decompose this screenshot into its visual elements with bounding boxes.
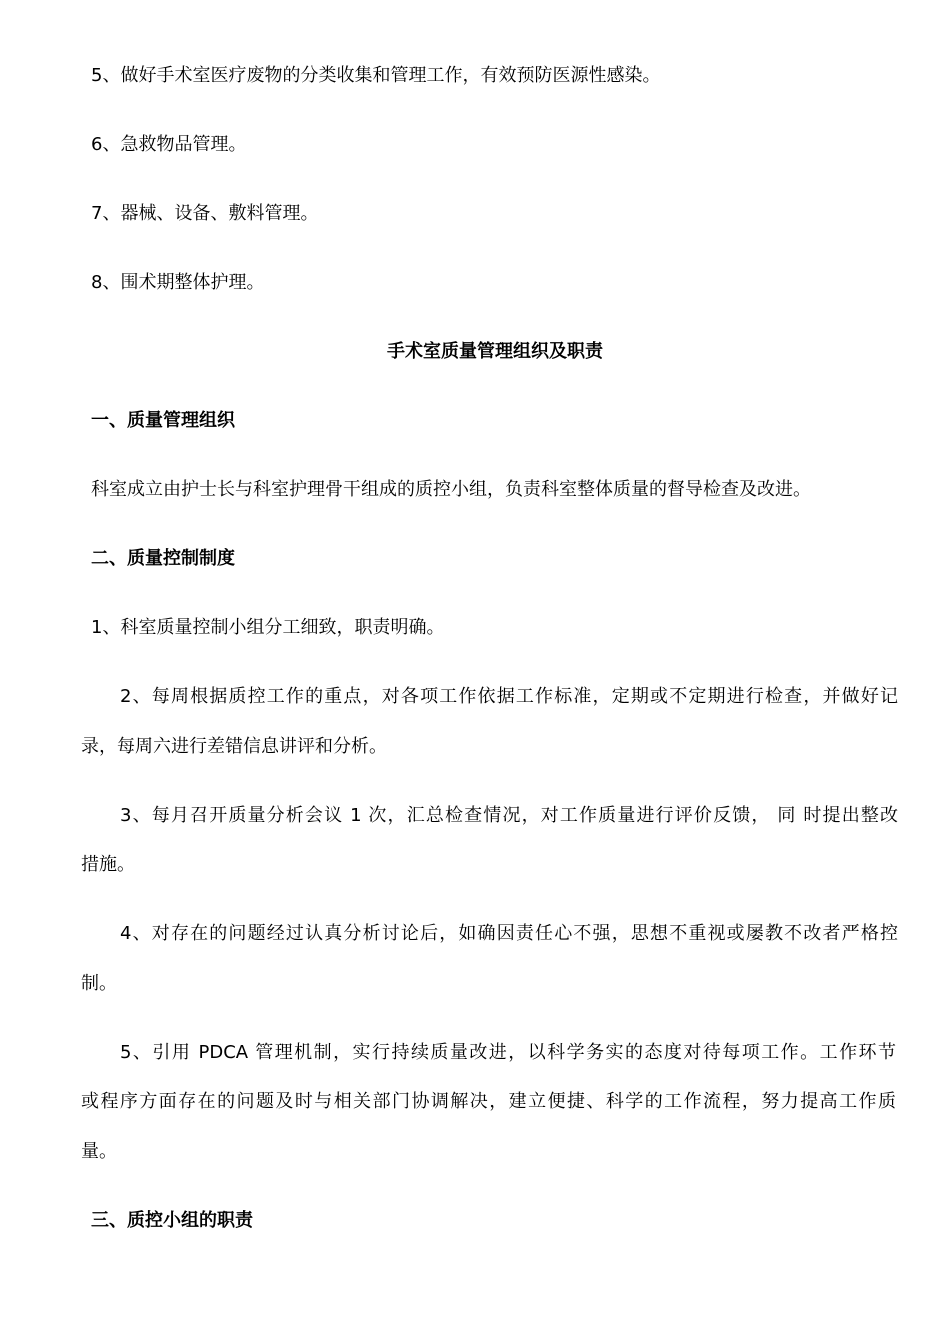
list-item: 5、做好手术室医疗废物的分类收集和管理工作，有效预防医源性感染。 [91, 65, 661, 86]
list-item-5-line3: 量。 [81, 1141, 117, 1162]
list-item-4-line2: 制。 [81, 973, 117, 994]
heading-quality-organization: 一、质量管理组织 [91, 410, 235, 431]
list-item-1: 1、科室质量控制小组分工细致，职责明确。 [91, 617, 445, 638]
list-item-5-line2: 或程序方面存在的问题及时与相关部门协调解决，建立便捷、科学的工作流程，努力提高工作质 [81, 1091, 896, 1112]
heading-quality-control-system: 二、质量控制制度 [91, 548, 235, 569]
list-item-3-line1: 3、每月召开质量分析会议 1 次，汇总检查情况，对工作质量进行评价反馈， 同 时提出整改 [120, 805, 898, 826]
paragraph-organization: 科室成立由护士长与科室护理骨干组成的质控小组，负责科室整体质量的督导检查及改进。 [91, 479, 811, 500]
list-item-2-line2: 录，每周六进行差错信息讲评和分析。 [81, 736, 387, 757]
section-title: 手术室质量管理组织及职责 [387, 341, 603, 362]
list-item: 6、急救物品管理。 [91, 134, 247, 155]
list-item: 7、器械、设备、敷料管理。 [91, 203, 319, 224]
heading-qc-group-duties: 三、质控小组的职责 [91, 1210, 253, 1231]
list-item-3-line2: 措施。 [81, 854, 135, 875]
list-item-5-line1: 5、引用 PDCA 管理机制，实行持续质量改进，以科学务实的态度对待每项工作。工作环节 [120, 1042, 896, 1063]
list-item-4-line1: 4、对存在的问题经过认真分析讨论后，如确因责任心不强，思想不重视或屡教不改者严格控 [120, 923, 898, 944]
list-item-2-line1: 2、每周根据质控工作的重点，对各项工作依据工作标准，定期或不定期进行检查，并做好记 [120, 686, 898, 707]
list-item: 8、围术期整体护理。 [91, 272, 265, 293]
